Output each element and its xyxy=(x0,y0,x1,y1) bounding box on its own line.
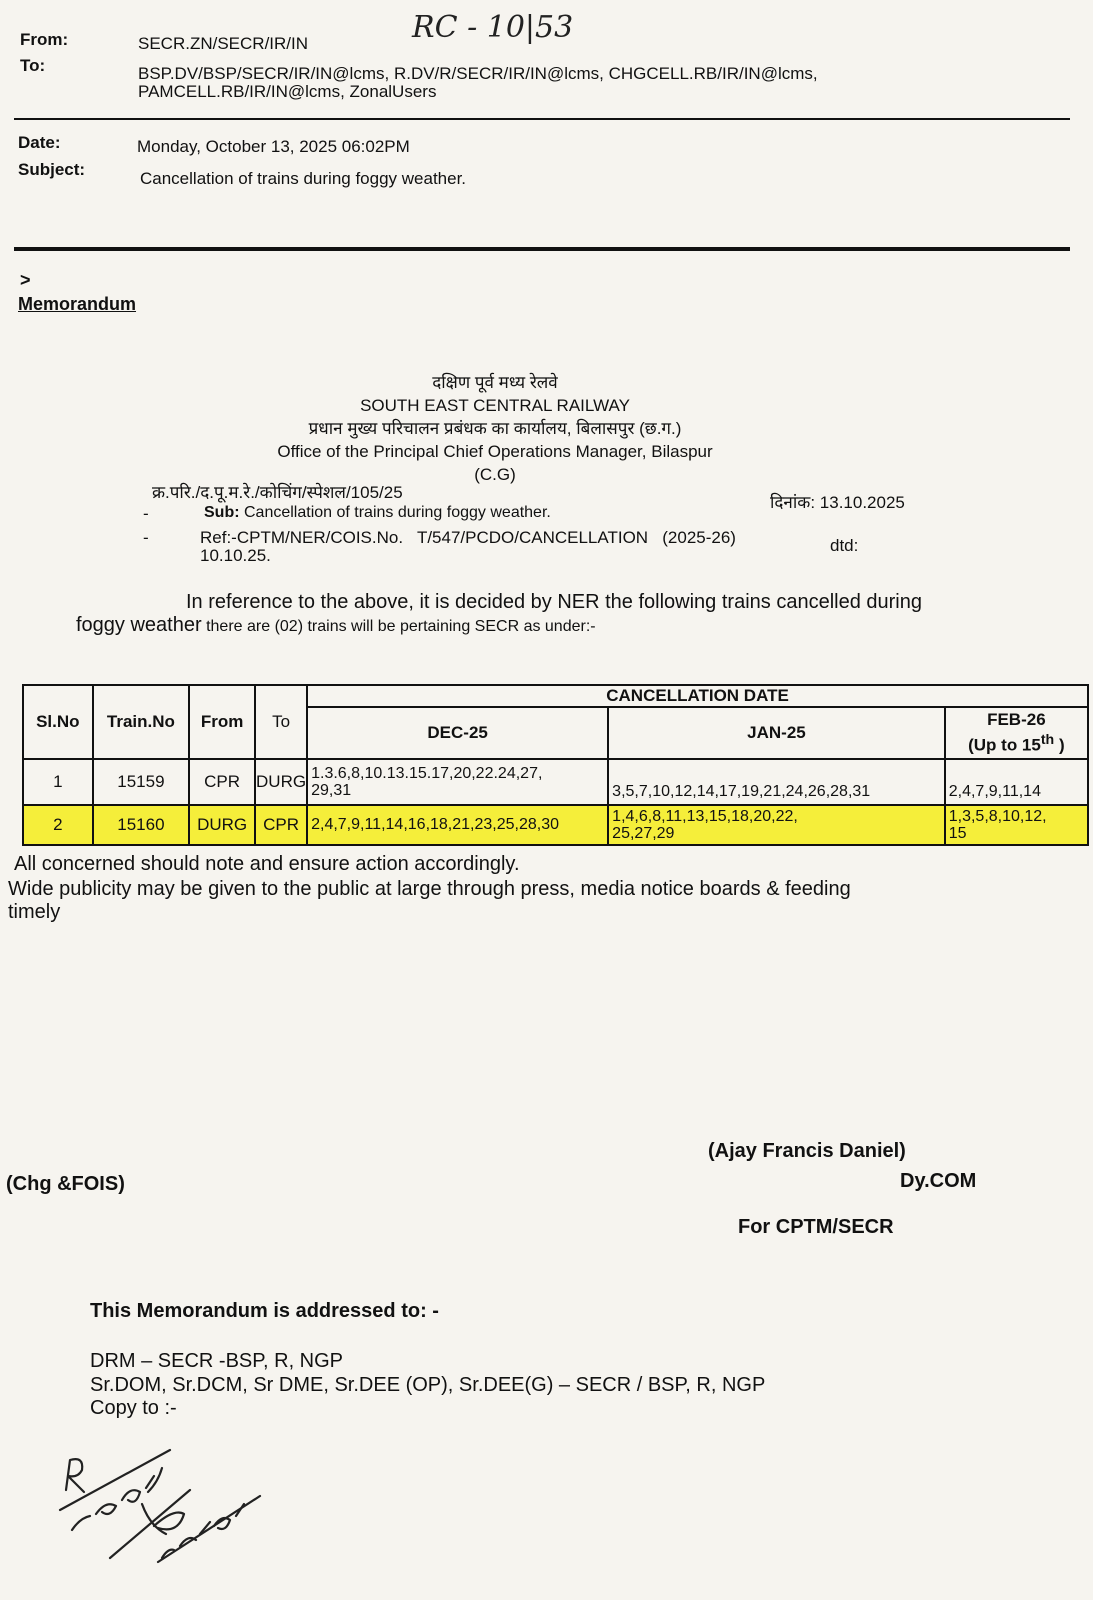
letterhead-hindi-railway: दक्षिण पूर्व मध्य रेलवे xyxy=(432,373,558,392)
row1-from: CPR xyxy=(189,759,255,805)
row2-feb: 1,3,5,8,10,12, 15 xyxy=(945,805,1088,845)
reference-dtd: dtd: xyxy=(830,536,859,555)
intro-line2-a: foggy weather xyxy=(76,614,202,636)
header-feb-note: (Up to 15th ) xyxy=(968,732,1065,755)
intro-line2-b: there are (02) trains will be pertaining SECR as under:- xyxy=(201,618,596,635)
header-divider-thin xyxy=(14,118,1070,120)
row1-feb: 2,4,7,9,11,14 xyxy=(945,759,1088,805)
signatory-name: (Ajay Francis Daniel) xyxy=(708,1140,906,1162)
handwritten-reference: RC - 10|53 xyxy=(412,10,574,45)
addressed-heading: This Memorandum is addressed to: - xyxy=(90,1300,439,1322)
date-value: Monday, October 13, 2025 06:02PM xyxy=(137,137,410,156)
to-value-line1: BSP.DV/BSP/SECR/IR/IN@lcms, R.DV/R/SECR/IR/IN@lcms, CHGCELL.RB/IR/IN@lcms, xyxy=(138,64,818,83)
header-to: To xyxy=(255,685,307,759)
header-dec: DEC-25 xyxy=(307,707,608,759)
row2-jan: 1,4,6,8,11,13,15,18,20,22, 25,27,29 xyxy=(608,805,945,845)
letter-date xyxy=(770,490,905,513)
header-divider-thick xyxy=(14,247,1070,251)
addressees-line1: DRM – SECR -BSP, R, NGP xyxy=(90,1350,344,1372)
reference-line: Ref:-CPTM/NER/COIS.No. T/547/PCDO/CANCELLATION (2025-26) xyxy=(200,528,736,547)
note-line2: Wide publicity may be given to the public at large through press, media notice boards & feeding xyxy=(8,878,851,900)
forward-arrow: > xyxy=(20,270,31,290)
letterhead-hindi-office: प्रधान मुख्य परिचालन प्रबंधक का कार्यालय, बिलासपुर (छ.ग.) xyxy=(308,419,682,438)
bullet-dash-1: - xyxy=(143,504,149,523)
row2-train: 15160 xyxy=(93,805,190,845)
date-label: Date: xyxy=(18,133,61,152)
note-line1: All concerned should note and ensure action accordingly. xyxy=(14,853,520,875)
subject-label: Subject: xyxy=(18,160,86,179)
intro-line1: In reference to the above, it is decided by NER the following trains cancelled during xyxy=(186,591,922,613)
header-feb-month: FEB-26 xyxy=(987,710,1046,729)
for-line: For CPTM/SECR xyxy=(738,1216,894,1238)
table-header-row xyxy=(23,685,1088,707)
row1-to: DURG xyxy=(255,759,307,805)
bullet-dash-2: - xyxy=(143,528,149,547)
subject-value: Cancellation of trains during foggy weather. xyxy=(140,169,467,188)
header-from: From xyxy=(189,685,255,759)
letterhead-railway: SOUTH EAST CENTRAL RAILWAY xyxy=(360,396,630,415)
row2-dec: 2,4,7,9,11,14,16,18,21,23,25,28,30 xyxy=(307,805,608,845)
to-value-line2: PAMCELL.RB/IR/IN@lcms, ZonalUsers xyxy=(138,82,437,101)
intro-line2 xyxy=(76,614,596,637)
header-train-no: Train.No xyxy=(93,685,190,759)
row2-from: DURG xyxy=(189,805,255,845)
letter-date-label: दिनांक: xyxy=(770,493,816,512)
letterhead xyxy=(240,371,750,486)
row2-to: CPR xyxy=(255,805,307,845)
note-line3: timely xyxy=(8,901,61,923)
table-row xyxy=(23,759,1088,805)
copy-to: Copy to :- xyxy=(90,1397,177,1419)
table-row xyxy=(23,805,1088,845)
from-value: SECR.ZN/SECR/IR/IN xyxy=(138,34,309,53)
letter-date-value: 13.10.2025 xyxy=(819,493,905,512)
to-label: To: xyxy=(20,56,46,75)
handwritten-initials xyxy=(50,1430,290,1580)
letter-number: क्र.परि./द.पू.म.रे./कोचिंग/स्पेशल/105/25 xyxy=(152,483,403,502)
sub-label: Sub: xyxy=(204,504,240,521)
row1-jan: 3,5,7,10,12,14,17,19,21,24,26,28,31 xyxy=(608,759,945,805)
row1-dec: 1.3.6,8,10.13.15.17,20,22.24,27, 29,31 xyxy=(307,759,608,805)
sub-text: Cancellation of trains during foggy weather. xyxy=(239,504,551,521)
cancellation-table xyxy=(22,684,1089,846)
row2-sl: 2 xyxy=(23,805,93,845)
addressees-line2: Sr.DOM, Sr.DCM, Sr DME, Sr.DEE (OP), Sr.DEE(G) – SECR / BSP, R, NGP xyxy=(90,1374,766,1396)
letterhead-office: Office of the Principal Chief Operations Manager, Bilaspur xyxy=(277,442,713,461)
reference-date: 10.10.25. xyxy=(200,546,271,565)
letterhead-state: (C.G) xyxy=(474,465,516,484)
header-cancellation-date: CANCELLATION DATE xyxy=(307,685,1088,707)
department: (Chg &FOIS) xyxy=(6,1173,125,1195)
signatory-post: Dy.COM xyxy=(900,1170,977,1192)
row1-train: 15159 xyxy=(93,759,190,805)
from-label: From: xyxy=(20,30,69,49)
subject-line xyxy=(204,504,551,522)
header-feb xyxy=(945,707,1088,759)
memorandum-label: Memorandum xyxy=(18,294,137,314)
header-jan: JAN-25 xyxy=(608,707,945,759)
header-sl-no: Sl.No xyxy=(23,685,93,759)
row1-sl: 1 xyxy=(23,759,93,805)
